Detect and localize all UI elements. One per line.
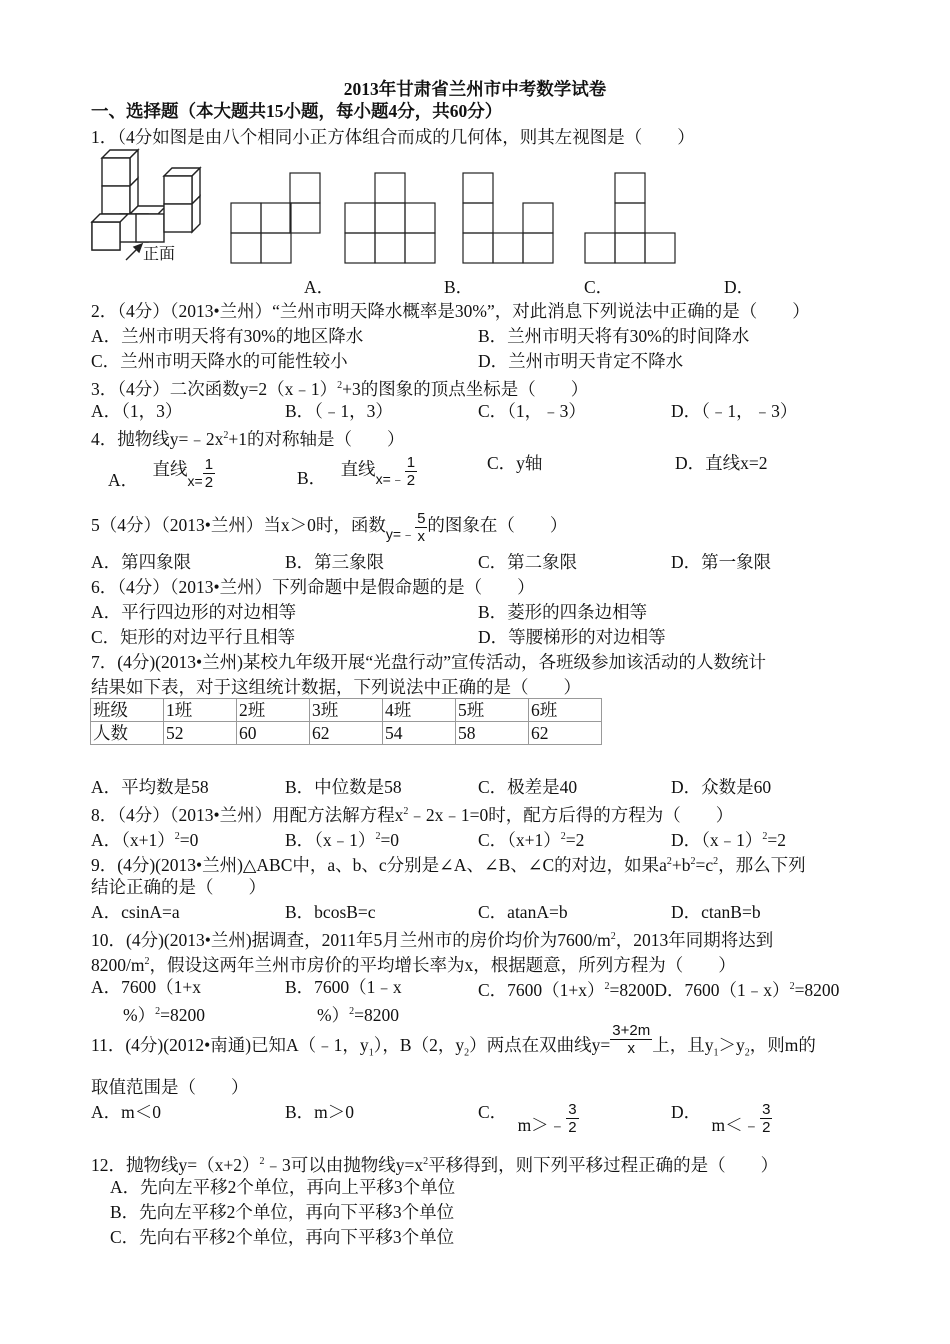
q4-option-d[interactable]: D．直线x=2 <box>675 453 768 473</box>
table-cell: 3班 <box>310 699 383 722</box>
option-c-figure <box>462 172 554 264</box>
table-cell: 6班 <box>529 699 602 722</box>
q3-option-d[interactable]: D．（﹣1，﹣3） <box>671 401 798 421</box>
table-cell: 2班 <box>237 699 310 722</box>
q1-stem: 1．（4分如图是由八个相同小正方体组合而成的几何体，则其左视图是（ ） <box>91 127 695 147</box>
q5-option-b[interactable]: B．第三象限 <box>285 552 385 572</box>
q8-option-d[interactable]: D．（x﹣1）$^2$=2 <box>671 829 787 850</box>
q2-option-d[interactable]: D．兰州市明天肯定不降水 <box>478 351 684 371</box>
q12-stem: 12．抛物线$y=(x+2)^2﹣3$可以由抛物线$y=x^2$平移得到，则下列平移过程正确的是（ ） <box>91 1154 779 1175</box>
q9-stem-line1: 9．(4分)(2013•兰州)△ABC中，a、b、c分别是∠A、∠B、∠C的对边，如果$a^2+b^2=c^2$，那么下列 <box>91 854 806 875</box>
q4-option-c[interactable]: C．y轴 <box>487 453 543 473</box>
q7-stem-line1: 7．(4分)(2013•兰州)某校九年级开展“光盘行动”宣传活动，各班级参加该活动的人数统计 <box>91 652 766 672</box>
q5-option-a[interactable]: A．第四象限 <box>91 552 192 572</box>
q10-option-c-d[interactable]: C．$7600(1+x)^2=8200D$．7600（1﹣x）$^2$=8200 <box>478 979 840 1000</box>
class-stats-table <box>90 698 602 745</box>
q9-stem-line2: 结论正确的是（ ） <box>91 877 266 897</box>
q1-option-b[interactable]: B． <box>444 277 474 297</box>
q8-option-a[interactable]: A．$(x+1)^2=0$ <box>91 829 199 850</box>
table-cell: 人数 <box>91 722 164 745</box>
q11-option-c[interactable]: C． m＞﹣ $\frac{3}{2}$ <box>478 1101 577 1136</box>
q8-option-c[interactable]: C．$(x+1)^2=2$ <box>478 829 585 850</box>
table-cell: 5班 <box>456 699 529 722</box>
table-cell: 62 <box>310 722 383 745</box>
q2-option-a[interactable]: A．兰州市明天将有30%的地区降水 <box>91 326 364 346</box>
q10-option-b-line1[interactable]: B．7600（1﹣x <box>285 977 402 997</box>
q8-option-b[interactable]: B．（x﹣1）$^2$=0 <box>285 829 400 850</box>
table-cell: 班级 <box>91 699 164 722</box>
q10-option-b-line2[interactable]: %）$^2$=8200 <box>317 1004 399 1025</box>
q5-stem: 5（4分）（2013•兰州）当x＞0时，函数 y=﹣ $\frac{5}{x}$ 的图象在（ ） <box>91 509 568 545</box>
q11-option-b[interactable]: B．m＞0 <box>285 1102 355 1122</box>
q2-option-c[interactable]: C．兰州市明天降水的可能性较小 <box>91 351 348 371</box>
table-cell: 4班 <box>383 699 456 722</box>
q11-option-d[interactable]: D． m＜﹣ $\frac{3}{2}$ <box>671 1101 771 1136</box>
table-cell: 54 <box>383 722 456 745</box>
q3-option-b[interactable]: B．（﹣1，3） <box>285 401 393 421</box>
q10-stem-line1: 10．(4分)(2013•兰州)据调查，2011年5月兰州市的房价均价为$7600/m^2$，2013年同期将达到 <box>91 929 774 950</box>
q1-option-a[interactable]: A． <box>304 277 335 297</box>
table-cell: 1班 <box>164 699 237 722</box>
q4-option-a[interactable]: A． 直线 x= $\frac{1}{2}$ <box>108 455 214 491</box>
front-label: 正面 <box>143 246 176 263</box>
q10-option-a-line2[interactable]: %）$^2$=8200 <box>123 1004 205 1025</box>
q6-option-a[interactable]: A．平行四边形的对边相等 <box>91 602 297 622</box>
q11-option-a[interactable]: A．m＜0 <box>91 1102 161 1122</box>
q11-stem-line1: 11．(4分)(2012•南通)已知A（﹣1，$y_1$），B（2，$y_2$）两点在双曲线y= $\frac{3+2m}{x}$ 上，且$y_1>y_2$，则m的 <box>91 1022 816 1059</box>
table-cell: 58 <box>456 722 529 745</box>
q7-option-a[interactable]: A．平均数是58 <box>91 777 209 797</box>
q12-option-a[interactable]: A．先向左平移2个单位，再向上平移3个单位 <box>110 1177 456 1197</box>
q10-stem-line2: $8200/m^2$，假设这两年兰州市房价的平均增长率为x，根据题意，所列方程为（ ） <box>91 954 736 975</box>
q6-option-d[interactable]: D．等腰梯形的对边相等 <box>478 627 666 647</box>
exam-title: 2013年甘肃省兰州市中考数学试卷 <box>343 79 607 99</box>
table-cell: 52 <box>164 722 237 745</box>
q5-option-d[interactable]: D．第一象限 <box>671 552 772 572</box>
q6-option-b[interactable]: B．菱形的四条边相等 <box>478 602 648 622</box>
q3-stem: 3．（4分）二次函数y=2（x﹣1）$^2$+3的图象的顶点坐标是（ ） <box>91 378 589 399</box>
q7-option-d[interactable]: D．众数是60 <box>671 777 772 797</box>
q9-option-d[interactable]: D．ctanB=b <box>671 902 761 922</box>
q11-stem-line2: 取值范围是（ ） <box>91 1077 249 1097</box>
table-cell: 62 <box>529 722 602 745</box>
table-row <box>91 722 602 745</box>
q4-stem: 4．抛物线$y=﹣2x^2+1$的对称轴是（ ） <box>91 428 405 449</box>
section-heading: 一、选择题（本大题共15小题，每小题4分，共60分） <box>91 101 503 121</box>
q1-option-c[interactable]: C． <box>584 277 614 297</box>
q8-stem: 8．（4分）（2013•兰州）用配方法解方程$x^2﹣2x﹣1=0$时，配方后得的方程为（ ） <box>91 804 734 825</box>
q6-option-c[interactable]: C．矩形的对边平行且相等 <box>91 627 296 647</box>
q10-option-a-line1[interactable]: A．7600（1+x <box>91 977 202 997</box>
q5-option-c[interactable]: C．第二象限 <box>478 552 578 572</box>
q7-option-b[interactable]: B．中位数是58 <box>285 777 402 797</box>
q9-option-c[interactable]: C．atanA=b <box>478 902 568 922</box>
q7-option-c[interactable]: C．极差是40 <box>478 777 578 797</box>
q4-option-b[interactable]: B． 直线 x=﹣ $\frac{1}{2}$ <box>297 453 416 489</box>
q7-stem-line2: 结果如下表，对于这组统计数据，下列说法中正确的是（ ） <box>91 677 581 697</box>
q12-option-b[interactable]: B．先向左平移2个单位，再向下平移3个单位 <box>110 1202 455 1222</box>
q3-option-a[interactable]: A．（1，3） <box>91 401 183 421</box>
option-a-figure <box>230 172 322 264</box>
q3-option-c[interactable]: C．（1，﹣3） <box>478 401 586 421</box>
q1-option-d[interactable]: D． <box>724 277 755 297</box>
q2-stem: 2．（4分）（2013•兰州）“兰州市明天降水概率是30%”，对此消息下列说法中正确的是（ ） <box>91 301 810 321</box>
q12-option-c[interactable]: C．先向右平移2个单位，再向下平移3个单位 <box>110 1227 455 1247</box>
table-row <box>91 699 602 722</box>
q6-stem: 6．（4分）（2013•兰州）下列命题中是假命题的是（ ） <box>91 577 535 597</box>
q9-option-a[interactable]: A．csinA=a <box>91 902 180 922</box>
table-cell: 60 <box>237 722 310 745</box>
option-b-figure <box>344 172 436 264</box>
q9-option-b[interactable]: B．bcosB=c <box>285 902 376 922</box>
option-d-figure <box>584 172 676 264</box>
q2-option-b[interactable]: B．兰州市明天将有30%的时间降水 <box>478 326 750 346</box>
